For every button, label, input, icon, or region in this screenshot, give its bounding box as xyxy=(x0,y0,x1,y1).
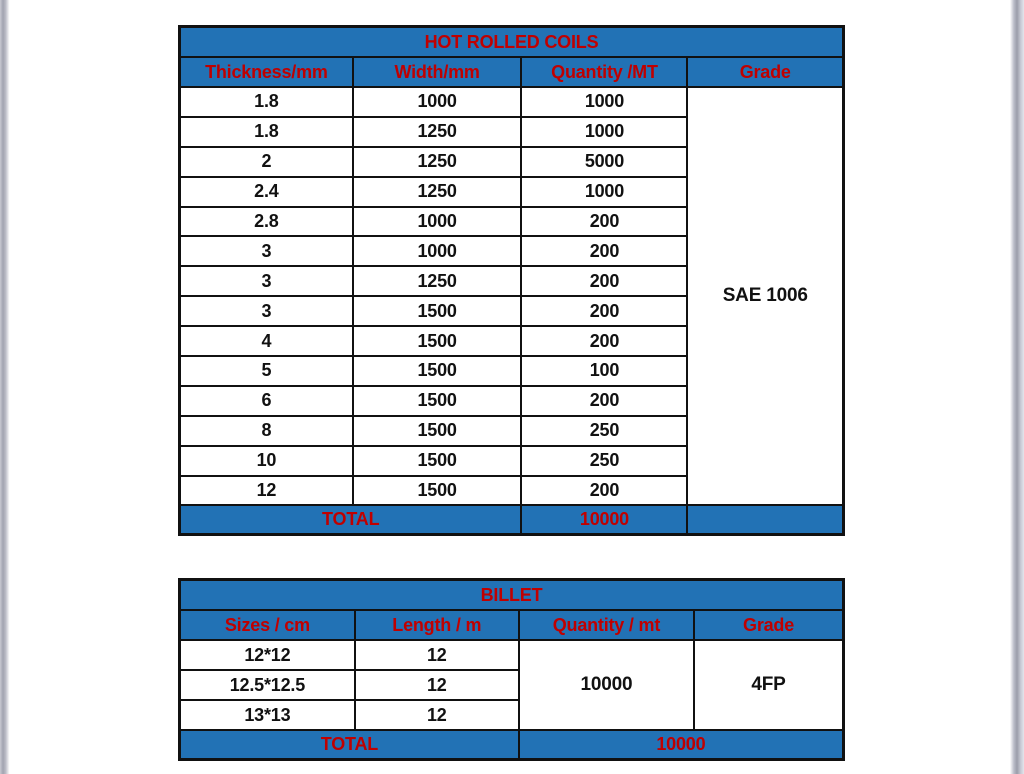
cell-thickness: 10 xyxy=(180,446,353,476)
hot-rolled-coils-table xyxy=(178,25,845,536)
cell-quantity: 250 xyxy=(521,446,687,476)
column-header-width: Width/mm xyxy=(353,57,522,87)
grade-merged-cell: SAE 1006 xyxy=(687,87,843,505)
cell-thickness: 8 xyxy=(180,416,353,446)
cell-quantity: 200 xyxy=(521,326,687,356)
column-header-length: Length / m xyxy=(355,610,519,640)
cell-width: 1250 xyxy=(353,117,522,147)
cell-quantity: 200 xyxy=(521,207,687,237)
cell-quantity: 1000 xyxy=(521,87,687,117)
cell-quantity: 250 xyxy=(521,416,687,446)
billet-table-container xyxy=(178,578,845,761)
table-row xyxy=(180,640,844,670)
table-row xyxy=(180,87,844,117)
table-total-row xyxy=(180,505,844,535)
total-label: TOTAL xyxy=(180,505,522,535)
total-quantity: 10000 xyxy=(521,505,687,535)
cell-quantity: 200 xyxy=(521,236,687,266)
column-header-thickness: Thickness/mm xyxy=(180,57,353,87)
cell-quantity: 200 xyxy=(521,266,687,296)
cell-quantity: 1000 xyxy=(521,177,687,207)
cell-sizes: 13*13 xyxy=(180,700,355,730)
total-label: TOTAL xyxy=(180,730,519,760)
cell-thickness: 6 xyxy=(180,386,353,416)
cell-quantity: 200 xyxy=(521,476,687,506)
cell-thickness: 2 xyxy=(180,147,353,177)
table-title: HOT ROLLED COILS xyxy=(180,27,844,58)
table-total-row xyxy=(180,730,844,760)
cell-length: 12 xyxy=(355,640,519,670)
cell-thickness: 12 xyxy=(180,476,353,506)
cell-thickness: 1.8 xyxy=(180,87,353,117)
cell-thickness: 3 xyxy=(180,236,353,266)
cell-sizes: 12.5*12.5 xyxy=(180,670,355,700)
cell-length: 12 xyxy=(355,670,519,700)
column-header-grade: Grade xyxy=(694,610,843,640)
cell-quantity: 100 xyxy=(521,356,687,386)
total-grade-empty-cell xyxy=(687,505,843,535)
hot-rolled-coils-table-container xyxy=(178,25,845,536)
cell-width: 1000 xyxy=(353,236,522,266)
cell-width: 1000 xyxy=(353,207,522,237)
cell-width: 1500 xyxy=(353,476,522,506)
total-quantity: 10000 xyxy=(519,730,844,760)
cell-thickness: 3 xyxy=(180,266,353,296)
column-header-grade: Grade xyxy=(687,57,843,87)
cell-sizes: 12*12 xyxy=(180,640,355,670)
cell-length: 12 xyxy=(355,700,519,730)
cell-thickness: 1.8 xyxy=(180,117,353,147)
cell-thickness: 5 xyxy=(180,356,353,386)
column-header-quantity: Quantity /MT xyxy=(521,57,687,87)
cell-width: 1250 xyxy=(353,266,522,296)
cell-quantity: 1000 xyxy=(521,117,687,147)
grade-merged-cell: 4FP xyxy=(694,640,843,730)
cell-width: 1500 xyxy=(353,446,522,476)
column-header-sizes: Sizes / cm xyxy=(180,610,355,640)
cell-quantity: 5000 xyxy=(521,147,687,177)
table-header-row xyxy=(180,610,844,640)
page-left-edge xyxy=(0,0,10,774)
cell-width: 1000 xyxy=(353,87,522,117)
column-header-quantity: Quantity / mt xyxy=(519,610,694,640)
table-title-row xyxy=(180,580,844,611)
cell-width: 1500 xyxy=(353,296,522,326)
cell-width: 1500 xyxy=(353,416,522,446)
cell-width: 1500 xyxy=(353,326,522,356)
billet-table xyxy=(178,578,845,761)
cell-quantity: 200 xyxy=(521,296,687,326)
cell-thickness: 4 xyxy=(180,326,353,356)
quantity-merged-cell: 10000 xyxy=(519,640,694,730)
table-header-row xyxy=(180,57,844,87)
table-title: BILLET xyxy=(180,580,844,611)
table-title-row xyxy=(180,27,844,58)
cell-quantity: 200 xyxy=(521,386,687,416)
cell-thickness: 3 xyxy=(180,296,353,326)
cell-thickness: 2.4 xyxy=(180,177,353,207)
cell-width: 1500 xyxy=(353,356,522,386)
cell-width: 1250 xyxy=(353,177,522,207)
page-right-edge xyxy=(1010,0,1024,774)
cell-width: 1500 xyxy=(353,386,522,416)
cell-width: 1250 xyxy=(353,147,522,177)
cell-thickness: 2.8 xyxy=(180,207,353,237)
